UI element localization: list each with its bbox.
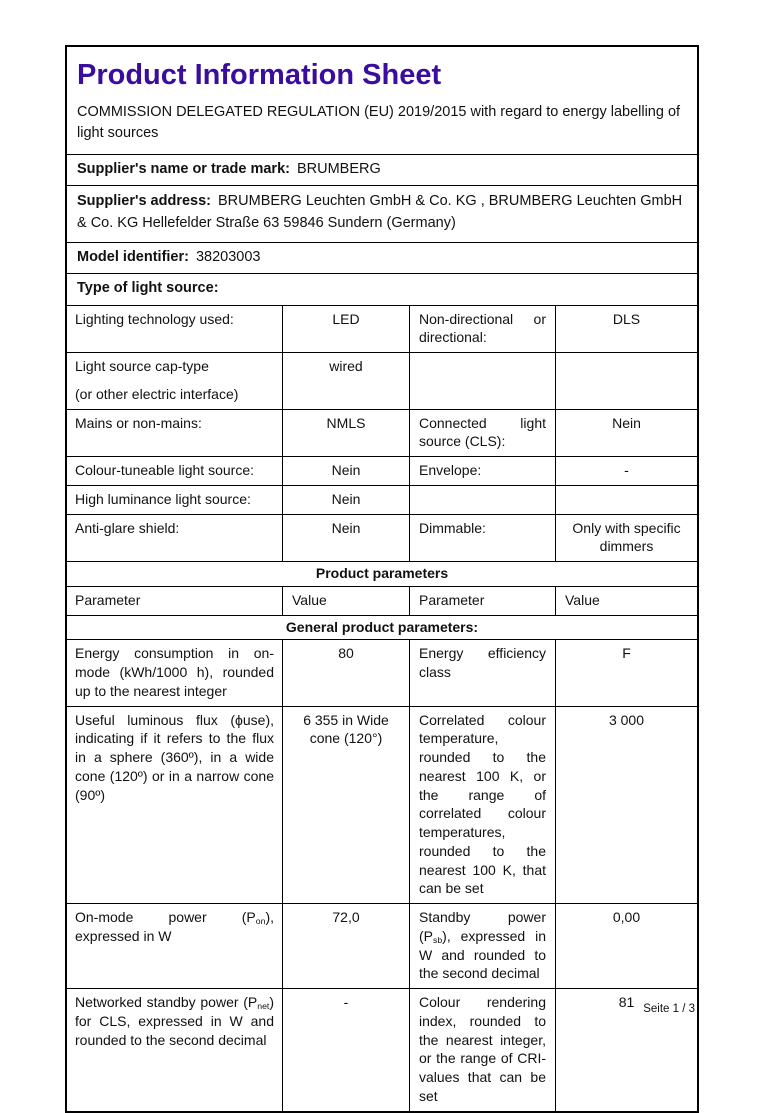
page-title: Product Information Sheet (77, 59, 442, 91)
param-value: Nein (282, 486, 409, 514)
label-subscript: net (257, 1001, 270, 1012)
param-label (409, 904, 555, 988)
param-label: Anti-glare shield: (75, 519, 180, 536)
param-value: 6 355 in Wide cone (120°) (282, 707, 409, 904)
page-number: Seite 1 / 3 (643, 1003, 695, 1015)
param-value: NMLS (282, 410, 409, 457)
param-value: 72,0 (282, 904, 409, 988)
label-text: Standby power (P (419, 909, 546, 944)
table-row (67, 514, 697, 562)
label-text: On-mode power (P (75, 909, 256, 926)
label-subscript: on (255, 916, 266, 927)
param-label: Energy efficiency class (409, 640, 555, 705)
column-header: Value (555, 587, 697, 615)
param-label (67, 353, 282, 409)
product-information-sheet (65, 45, 699, 1113)
regulation-subtitle: COMMISSION DELEGATED REGULATION (EU) 2019/2015 with regard to energy labelling of light sources (77, 103, 681, 141)
param-value: 3 000 (555, 707, 697, 904)
label-text: ), expressed in W (75, 909, 274, 944)
table-row (67, 706, 697, 904)
supplier-name-value: BRUMBERG (296, 160, 381, 177)
param-value: LED (282, 306, 409, 353)
param-label: Energy consumption in on-mode (kWh/1000 h), rounded up to the nearest integer (75, 645, 274, 699)
param-label: Colour-tuneable light source: (75, 462, 254, 479)
column-header: Parameter (75, 591, 141, 608)
label-subscript: sb (433, 935, 443, 946)
param-value: - (555, 457, 697, 485)
empty-cell (555, 353, 697, 409)
model-identifier-row (67, 242, 697, 273)
header-block (67, 47, 697, 154)
label-text: Networked standby power (P (75, 994, 258, 1011)
supplier-address-row (67, 185, 697, 242)
param-value: F (555, 640, 697, 705)
param-value: 81 (555, 989, 697, 1111)
table-row (67, 305, 697, 353)
table-row (67, 903, 697, 988)
empty-cell (555, 486, 697, 514)
section-header-general-product-parameters: General product parameters: (67, 615, 697, 640)
param-value: Nein (555, 410, 697, 457)
table-row (67, 639, 697, 705)
table-row (67, 485, 697, 514)
param-label: Non-directional or directional: (409, 306, 555, 353)
column-header: Parameter (409, 587, 555, 615)
model-identifier-label: Model identifier: (77, 248, 189, 265)
column-header-row (67, 586, 697, 615)
param-value: Nein (282, 515, 409, 562)
supplier-address-value: BRUMBERG Leuchten GmbH & Co. KG , BRUMBERG Leuchten GmbH & Co. KG Hellefelder Straße 63 59846 Sundern (Germany) (77, 193, 683, 232)
param-value: DLS (555, 306, 697, 353)
model-identifier-value: 38203003 (195, 248, 261, 265)
param-label (67, 989, 282, 1111)
param-label: Envelope: (409, 457, 555, 485)
label-text: ), expressed in W and rounded to the second decimal (419, 927, 546, 982)
column-header: Value (282, 587, 409, 615)
table-row (67, 456, 697, 485)
type-of-light-source-row (67, 273, 697, 304)
cap-type-line2: (or other electric interface) (75, 385, 239, 402)
table-row (67, 352, 697, 409)
supplier-address-label: Supplier's address: (77, 193, 211, 210)
param-value: wired (282, 353, 409, 409)
param-label: Correlated colour temperature, rounded to the nearest 100 K, or the range of correlated colour temperatures, rounded to the nearest 100 K, that can be set (409, 707, 555, 904)
param-label: High luminance light source: (75, 490, 251, 507)
param-label: Connected light source (CLS): (409, 410, 555, 457)
param-value: Only with specific dimmers (555, 515, 697, 562)
param-label: Colour rendering index, rounded to the nearest integer, or the range of CRI-values that can be set (409, 989, 555, 1111)
param-label: Useful luminous flux (ϕuse), indicating if it refers to the flux in a sphere (360º), in a wide cone (120º) or in a narrow cone (90º) (75, 711, 274, 803)
type-of-light-source-label: Type of light source: (77, 280, 219, 297)
param-value: Nein (282, 457, 409, 485)
param-label: Lighting technology used: (75, 310, 234, 327)
supplier-name-row (67, 154, 697, 185)
empty-cell (409, 353, 555, 409)
param-value: 80 (282, 640, 409, 705)
param-label: Dimmable: (409, 515, 555, 562)
empty-cell (409, 486, 555, 514)
table-row (67, 409, 697, 457)
label-text: ) for CLS, expressed in W and rounded to the second decimal (75, 994, 274, 1048)
param-label: Mains or non-mains: (75, 414, 202, 431)
section-header-product-parameters: Product parameters (67, 561, 697, 586)
table-row (67, 988, 697, 1111)
param-label (67, 904, 282, 988)
cap-type-line1: Light source cap-type (75, 358, 209, 375)
param-value: - (282, 989, 409, 1111)
param-value: 0,00 (555, 904, 697, 988)
supplier-name-label: Supplier's name or trade mark: (77, 160, 290, 177)
